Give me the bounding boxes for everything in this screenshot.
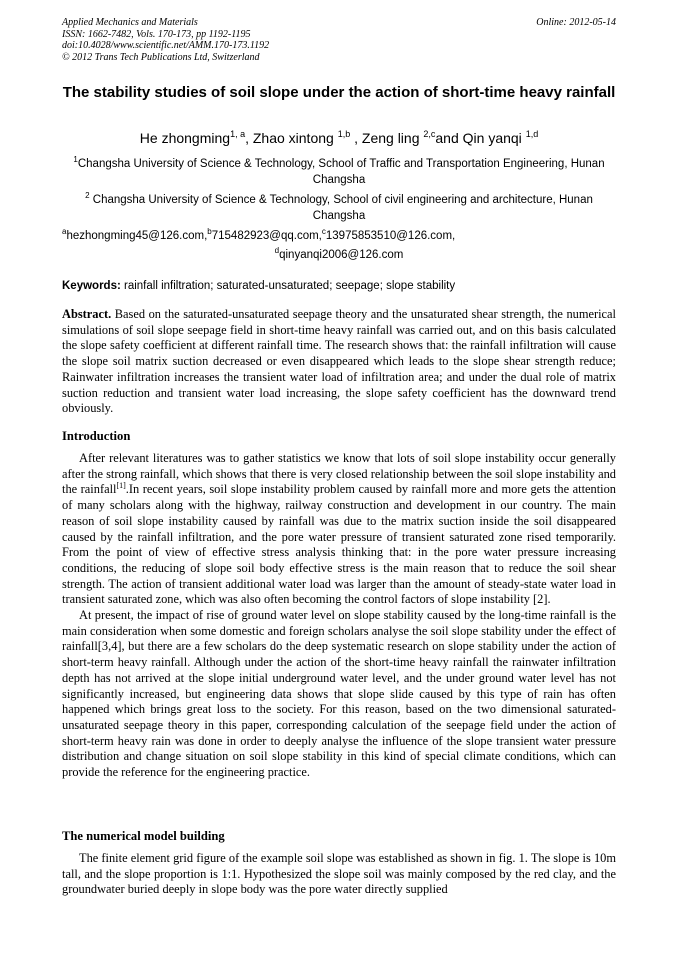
affiliation-sup: 2 <box>85 191 90 200</box>
author-separator: , <box>245 130 253 146</box>
paragraph: The finite element grid figure of the example soil slope was established as shown in fig. 1. The slope is 10m tall, and the slope proportion is 1:1. Hypothesized the slope soil was mainly composed by the red clay, and the groundwater buried deeply in slope body was the pore water directly supplied <box>62 851 616 897</box>
email-address: qinyanqi2006@126.com <box>279 249 404 261</box>
author-name: Zhao xintong <box>252 130 338 146</box>
email-sup: c <box>321 227 326 236</box>
email-address: 715482923@qq.com, <box>211 230 322 242</box>
author-affil-sup: 2,c <box>423 129 436 139</box>
paragraph: At present, the impact of rise of ground water level on slope stability caused by the long-time rainfall is the main consideration when some domestic and foreign scholars analyse the soil slope stability under the effect of rainfall[3,4], but there are a few scholars do the deep systematic research on slope stability under the action of short-term heavy rainfall. Although under the action of the short-time heavy rainfall the rainwater infiltration depth has not arrived at the slope initial underground water level, and the under ground water level has not significantly increased, but engineering data shows that slope slide caused by this type of rain has often happened which brings great loss to the society. For this reason, based on the two dimensional saturated-unsaturated seepage theory in this paper, corresponding calculation of the seepage field under the action of short-term heavy rain was done in order to deeply analyse the influence of the slope transient water pressure distribution and change situation on soil slope stability in this kind of special climate conditions, which can provide the reference for the engineering practice. <box>62 608 616 780</box>
affiliation-2 <box>62 193 616 224</box>
journal-doi: doi:10.4028/www.scientific.net/AMM.170-173.1192 <box>62 40 270 51</box>
email-sup: a <box>62 227 67 236</box>
author-affil-sup: 1,b <box>337 129 351 139</box>
email-sup: b <box>207 227 212 236</box>
author-name: Zeng ling <box>361 130 424 146</box>
journal-copyright: © 2012 Trans Tech Publications Ltd, Switzerland <box>62 51 260 63</box>
affiliation-1 <box>62 157 616 188</box>
abstract-label: Abstract. <box>62 307 112 321</box>
journal-header <box>62 17 269 63</box>
author-separator: , <box>350 130 362 146</box>
abstract <box>62 307 616 417</box>
author-affil-sup: 1,d <box>525 129 539 139</box>
keywords <box>62 279 616 294</box>
journal-name: Applied Mechanics and Materials <box>62 17 198 28</box>
citation-ref: [1] <box>116 481 126 491</box>
journal-issn: ISSN: 1662-7482, Vols. 170-173, pp 1192-1195 <box>62 28 251 40</box>
author-name: and Qin yanqi <box>435 130 526 146</box>
affiliation-text: Changsha University of Science & Technology, School of civil engineering and architecture, Hunan Changsha <box>89 194 593 222</box>
author-affil-sup: 1, a <box>230 129 246 139</box>
paper-title: The stability studies of soil slope under the action of short-time heavy rainfall <box>62 84 616 101</box>
online-date: Online: 2012-05-14 <box>536 17 616 28</box>
introduction-body <box>62 451 616 781</box>
keywords-label: Keywords: <box>62 280 121 292</box>
email-line-1 <box>62 229 616 245</box>
email-address: 13975853510@126.com, <box>325 230 456 242</box>
email-sup: d <box>274 246 280 255</box>
author-name: He zhongming <box>139 130 231 146</box>
paragraph <box>62 451 616 608</box>
section-heading-numerical-model: The numerical model building <box>62 829 225 843</box>
email-address: hezhongming45@126.com, <box>66 230 208 242</box>
affiliation-text: Changsha University of Science & Technology, School of Traffic and Transportation Engineering, Hunan Changsha <box>77 158 605 186</box>
email-line-2 <box>62 248 616 264</box>
model-body <box>62 851 616 898</box>
affiliation-sup: 1 <box>73 155 78 164</box>
abstract-text: Based on the saturated-unsaturated seepage theory and the unsaturated shear strength, the numerical simulations of soil slope seepage field in short-time heavy rainfall was carried out, and on this basis calculated the slope safety coefficient at different rainfall time. The research shows that: the rainfall infiltration will cause the slope soil matrix suction decreased or even disappeared which leads to the slope shear strength reduce; Rainwater infiltration increases the transient water load of infiltration area; and under the dual role of matrix suction reduction and transient water load increasing, the slope safety coefficient has the downward trend obviously. <box>62 307 616 416</box>
paragraph-text: .In recent years, soil slope instability problem caused by rainfall more and more gets the attention of many scholars along with the highway, railway construction and development in our country. The main reason of soil slope instability caused by rainfall was due to the matrix suction inside the soil disappeared caused by the rainfall infiltration, and the pore water pressure of transient saturated zone rised temporarily. From the point of view of effective stress analysis thinking that: in the pore water pressure increasing conditions, the reducing of slope soil body effective stress is the main reason that to reduce the soil shear strength. The action of transient additional water load was larger than the amount of steady-state water load in transient saturated zone, which was also often becoming the control factors of slope instability [2]. <box>62 482 616 607</box>
keywords-text: rainfall infiltration; saturated-unsaturated; seepage; slope stability <box>120 280 456 292</box>
author-list <box>62 129 616 147</box>
section-heading-introduction: Introduction <box>62 429 131 443</box>
paragraph-text: After relevant literatures was to gather statistics we know that lots of soil slope instability occur generally after the strong rainfall, which shows that there is very closed relationship between the soil slope instability and the rainfall <box>62 451 616 497</box>
